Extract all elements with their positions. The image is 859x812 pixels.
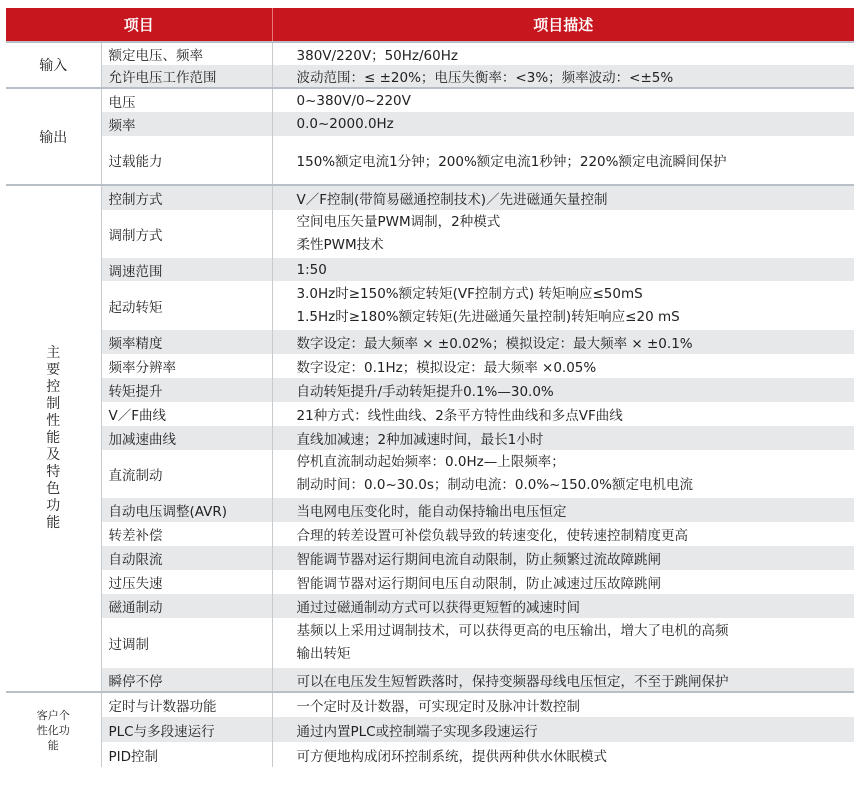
category-label: 输出 [39, 129, 68, 146]
description-cell [272, 185, 854, 210]
description-cell [272, 450, 854, 498]
description-line: 当电网电压变化时，能自动保持输出电压恒定 [296, 504, 567, 520]
header-description: 项目描述 [272, 8, 854, 42]
table-row [6, 65, 854, 88]
table-row [6, 546, 854, 570]
description-line: 波动范围：≤ ±20%；电压失衡率：<3%；频率波动：<±5% [296, 70, 674, 86]
category-cell [6, 42, 101, 88]
item-cell: 电压 [101, 88, 272, 112]
table-row [6, 210, 854, 258]
description-line: 一个定时及计数器，可实现定时及脉冲计数控制 [296, 699, 581, 715]
category-label: 主要控制性能及特色功能 [46, 345, 61, 531]
item-cell: 定时与计数器功能 [101, 692, 272, 717]
table-row [6, 594, 854, 618]
table-row [6, 281, 854, 330]
description-line: 1.5Hz时≥180%额定转矩(先进磁通矢量控制)转矩响应≤20 mS [296, 308, 680, 325]
item-cell: 直流制动 [101, 450, 272, 498]
description-cell [272, 330, 854, 354]
description-cell [272, 354, 854, 378]
table-row [6, 498, 854, 522]
spec-body [6, 42, 854, 767]
description-line: 380V/220V；50Hz/60Hz [296, 48, 458, 64]
description-cell [272, 618, 854, 668]
description-cell [272, 88, 854, 112]
description-cell [272, 112, 854, 136]
description-cell [272, 522, 854, 546]
table-row [6, 136, 854, 185]
item-cell: 自动电压调整(AVR) [101, 498, 272, 522]
table-header-row [6, 8, 854, 42]
table-row [6, 42, 854, 65]
table-row [6, 717, 854, 742]
table-row [6, 692, 854, 717]
description-cell [272, 42, 854, 65]
description-line: 智能调节器对运行期间电压自动限制，防止减速过压故障跳闸 [296, 576, 662, 592]
description-cell [272, 402, 854, 426]
description-line: 空间电压矢量PWM调制，2种模式 [296, 214, 501, 230]
description-cell [272, 717, 854, 742]
table-row [6, 426, 854, 450]
item-cell: 自动限流 [101, 546, 272, 570]
description-line: V／F控制(带简易磁通控制技术)／先进磁通矢量控制 [296, 192, 608, 208]
description-cell [272, 281, 854, 330]
description-cell [272, 594, 854, 618]
table-row [6, 88, 854, 112]
description-cell [272, 742, 854, 767]
item-cell: PLC与多段速运行 [101, 717, 272, 742]
description-cell [272, 668, 854, 692]
item-cell: PID控制 [101, 742, 272, 767]
description-cell [272, 378, 854, 402]
description-line: 制动时间：0.0~30.0s；制动电流：0.0%~150.0%额定电机电流 [296, 477, 693, 493]
table-row [6, 618, 854, 668]
description-line: 可方便地构成闭环控制系统，提供两种供水休眠模式 [296, 748, 608, 765]
item-cell: 过调制 [101, 618, 272, 668]
category-cell [6, 88, 101, 185]
item-cell: 磁通制动 [101, 594, 272, 618]
table-row [6, 450, 854, 498]
category-cell [6, 185, 101, 692]
description-line: 0.0~2000.0Hz [296, 116, 394, 132]
item-cell: 频率分辨率 [101, 354, 272, 378]
description-line: 通过过磁通制动方式可以获得更短暂的减速时间 [296, 600, 581, 616]
item-cell: 额定电压、频率 [101, 42, 272, 65]
table-row [6, 185, 854, 210]
table-row [6, 112, 854, 136]
table-row [6, 330, 854, 354]
description-cell [272, 570, 854, 594]
description-line: 150%额定电流1分钟；200%额定电流1秒钟；220%额定电流瞬间保护 [296, 154, 727, 170]
description-cell [272, 65, 854, 88]
description-line: 柔性PWM技术 [296, 237, 384, 253]
description-line: 直线加减速；2种加减速时间，最长1小时 [296, 432, 544, 448]
item-cell: V／F曲线 [101, 402, 272, 426]
table-row [6, 378, 854, 402]
description-cell [272, 546, 854, 570]
item-cell: 转矩提升 [101, 378, 272, 402]
spec-table [6, 8, 854, 767]
description-cell [272, 210, 854, 258]
table-row [6, 522, 854, 546]
item-cell: 过载能力 [101, 136, 272, 185]
description-line: 通过内置PLC或控制端子实现多段速运行 [296, 723, 538, 740]
item-cell: 调制方式 [101, 210, 272, 258]
table-row [6, 668, 854, 692]
description-line: 数字设定：最大频率 × ±0.02%；模拟设定：最大频率 × ±0.1% [296, 336, 693, 352]
item-cell: 允许电压工作范围 [101, 65, 272, 88]
table-row [6, 570, 854, 594]
item-cell: 瞬停不停 [101, 668, 272, 692]
description-cell [272, 258, 854, 281]
header-category: 项目 [6, 8, 272, 42]
table-row [6, 402, 854, 426]
item-cell: 频率 [101, 112, 272, 136]
description-line: 21种方式：线性曲线、2条平方特性曲线和多点VF曲线 [296, 408, 623, 424]
item-cell: 调速范围 [101, 258, 272, 281]
description-cell [272, 692, 854, 717]
description-line: 可以在电压发生短暂跌落时，保持变频器母线电压恒定，不至于跳闸保护 [296, 673, 729, 690]
description-cell [272, 136, 854, 185]
item-cell: 控制方式 [101, 185, 272, 210]
description-line: 输出转矩 [296, 646, 351, 662]
item-cell: 起动转矩 [101, 281, 272, 330]
item-cell: 转差补偿 [101, 522, 272, 546]
item-cell: 频率精度 [101, 330, 272, 354]
table-row [6, 742, 854, 767]
description-cell [272, 426, 854, 450]
description-line: 0~380V/0~220V [296, 92, 411, 109]
category-label: 客户个性化功能 [36, 708, 70, 752]
description-line: 自动转矩提升/手动转矩提升0.1%—30.0% [296, 384, 554, 400]
category-label: 输入 [39, 58, 68, 74]
description-cell [272, 498, 854, 522]
description-line: 停机直流制动起始频率：0.0Hz—上限频率； [296, 454, 565, 470]
category-cell [6, 692, 101, 767]
description-line: 智能调节器对运行期间电流自动限制，防止频繁过流故障跳闸 [296, 552, 662, 568]
item-cell: 加减速曲线 [101, 426, 272, 450]
description-line: 基频以上采用过调制技术，可以获得更高的电压输出，增大了电机的高频 [296, 623, 729, 639]
table-row [6, 258, 854, 281]
item-cell: 过压失速 [101, 570, 272, 594]
table-row [6, 354, 854, 378]
description-line: 1:50 [296, 261, 327, 278]
description-line: 数字设定：0.1Hz；模拟设定：最大频率 ×0.05% [296, 360, 597, 376]
description-line: 合理的转差设置可补偿负载导致的转速变化，使转速控制精度更高 [296, 528, 689, 544]
description-line: 3.0Hz时≥150%额定转矩(VF控制方式) 转矩响应≤50mS [296, 285, 643, 302]
